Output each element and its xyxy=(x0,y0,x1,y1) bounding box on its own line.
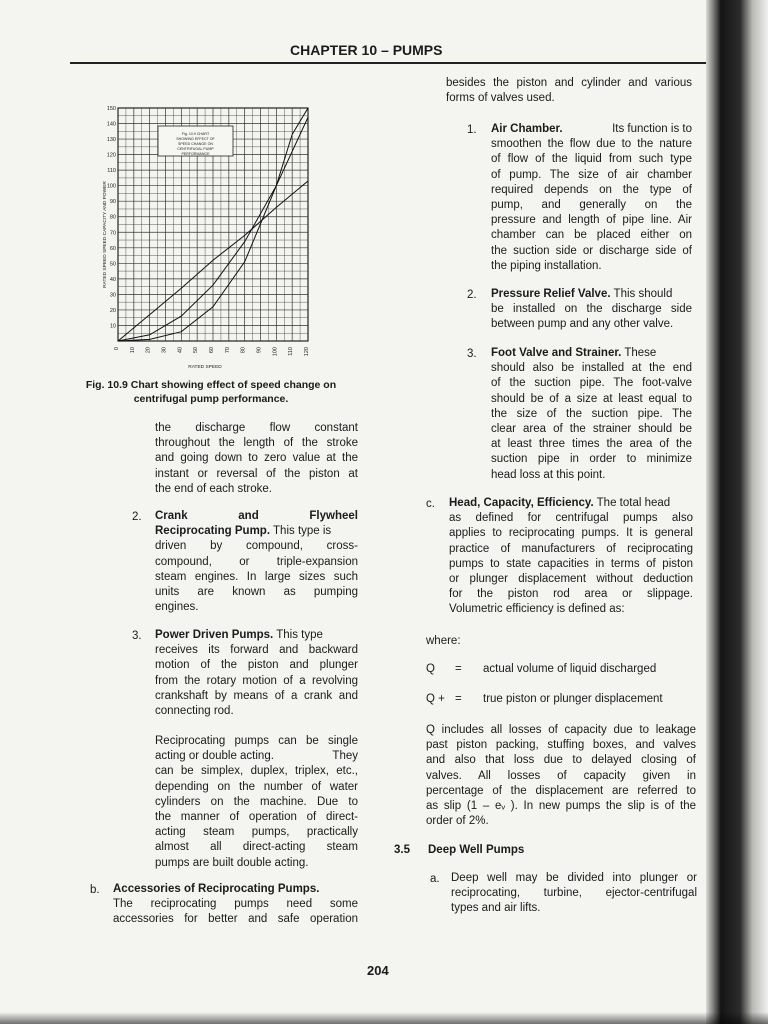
text-line: Deep well may be divided into plunger or xyxy=(451,872,697,884)
list-number: 1. xyxy=(467,124,477,136)
text-line: as defined for centrifugal pumps also xyxy=(449,512,693,525)
text-line: of pump. The size of air chamber xyxy=(491,168,692,181)
x-tick-label: 90 xyxy=(256,347,263,354)
list-item-crank-flywheel xyxy=(155,509,358,615)
speed-change-chart xyxy=(98,104,318,372)
text-line: the manner of operation of direct- xyxy=(155,811,358,824)
text-line: engines. xyxy=(155,601,199,614)
title-word: Flywheel xyxy=(309,510,358,522)
text-run: Its function is to xyxy=(612,123,692,135)
text-line: accessories for better and safe operation xyxy=(113,913,358,926)
text-line: compound, or triple-expansion xyxy=(155,555,358,568)
item-title: Reciprocating Pump. xyxy=(155,525,271,538)
item-title: Air Chamber. xyxy=(491,123,563,135)
y-tick-label: 130 xyxy=(106,137,116,144)
text-line: types and air lifts. xyxy=(451,902,541,915)
text-line: clear area of the strainer should be xyxy=(491,423,692,436)
text-line: the size of the suction pipe. The xyxy=(491,407,692,420)
text-run: The total head xyxy=(593,497,671,509)
list-item-foot-valve xyxy=(491,346,692,483)
text-line: depending on the number of water xyxy=(155,780,358,793)
text-line: or plunger displacement without deduction xyxy=(449,573,693,586)
page-number: 204 xyxy=(367,963,389,978)
y-tick-label: 110 xyxy=(107,168,116,175)
y-tick-label: 90 xyxy=(109,199,116,206)
header-rule xyxy=(70,62,706,64)
inset-title-line: SHOWING EFFECT OF xyxy=(176,137,215,141)
x-tick-label: 40 xyxy=(177,347,184,354)
figure-caption xyxy=(66,378,356,406)
text-line: crankshaft by means of a crank and xyxy=(155,689,358,702)
y-axis-label: RATED SPEED SPEED CAPACITY AND POWER xyxy=(103,181,108,288)
text-line: motion of the piston and plunger xyxy=(155,659,358,672)
text-run: They xyxy=(332,750,358,763)
text-line: should also be installed at the end xyxy=(491,362,692,375)
item-title-row xyxy=(155,509,358,524)
right-intro xyxy=(446,76,692,106)
y-tick-label: 20 xyxy=(109,307,116,314)
list-item-power-driven xyxy=(155,628,358,719)
list-number: 2. xyxy=(467,289,477,301)
y-tick-label: 100 xyxy=(106,183,116,190)
y-tick-label: 80 xyxy=(109,214,116,221)
y-tick-label: 60 xyxy=(109,245,116,252)
item-title: Foot Valve and Strainer. xyxy=(491,347,622,359)
text-line: should be of a size at least equal to xyxy=(491,392,692,405)
text-line: pumps are built double acting. xyxy=(155,856,309,869)
y-tick-label: 30 xyxy=(109,292,116,299)
text-line: throughout the length of the stroke xyxy=(155,437,358,450)
text-line: and also that loss due to delayed closing of xyxy=(426,754,696,767)
title-word: and xyxy=(238,510,259,522)
text-line: the piping installation. xyxy=(491,259,602,272)
text-line: Volumetric efficiency is defined as: xyxy=(449,603,625,616)
item-title: Accessories of Reciprocating Pumps. xyxy=(113,883,320,895)
item-title: Head, Capacity, Efficiency. xyxy=(449,497,594,509)
text-line xyxy=(491,122,692,137)
text-line: pump, and generally on the xyxy=(491,199,692,212)
text-line: units are known as pumping xyxy=(155,586,358,599)
text-line: required depends on the type of xyxy=(491,183,692,196)
y-tick-label: 140 xyxy=(106,121,116,128)
text-line xyxy=(155,628,358,643)
section-number: 3.5 xyxy=(394,844,410,856)
def-symbol: Q + xyxy=(426,693,445,705)
text-line: besides the piston and cylinder and various xyxy=(446,77,692,89)
x-tick-label: 30 xyxy=(161,347,168,354)
text-line: practice of manufacturers of reciprocating xyxy=(449,542,693,555)
inset-title-line: PERFORMANCE xyxy=(181,152,210,156)
text-line xyxy=(449,496,693,511)
text-line xyxy=(155,749,358,764)
def-equals: = xyxy=(455,693,462,705)
inset-title-line: CENTRIFUGAL PUMP xyxy=(177,147,214,151)
text-line xyxy=(491,346,692,361)
text-line: and going down to zero value at the xyxy=(155,452,358,465)
text-line: Q includes all losses of capacity due to leakage xyxy=(426,724,696,736)
text-run: This type xyxy=(273,629,323,641)
text-line: applies to reciprocating pumps. It is general xyxy=(449,527,693,540)
page-bottom-shadow xyxy=(0,1012,768,1024)
x-tick-label: 60 xyxy=(209,347,215,354)
text-line: receives its forward and backward xyxy=(155,644,358,657)
text-line: Reciprocating pumps can be single xyxy=(155,735,358,747)
text-line: smoothen the flow due to the nature xyxy=(491,138,692,151)
text-line: almost all direct-acting steam xyxy=(155,841,358,854)
y-tick-label: 120 xyxy=(106,152,116,159)
text-run: This type is xyxy=(270,525,332,538)
y-tick-label: 10 xyxy=(109,323,116,330)
text-line: valves. All losses of capacity given in xyxy=(426,769,696,782)
text-line: instant or reversal of the piston at xyxy=(155,467,358,480)
text-run: This should xyxy=(610,288,673,300)
text-line: the discharge flow constant xyxy=(155,422,358,434)
y-tick-label: 40 xyxy=(109,276,116,283)
text-line: at least three times the area of the xyxy=(491,438,692,451)
text-line: order of 2%. xyxy=(426,815,489,828)
left-paragraph-2 xyxy=(155,734,358,871)
list-item-relief-valve xyxy=(491,287,692,333)
text-line: forms of valves used. xyxy=(446,92,555,105)
title-word: Crank xyxy=(155,510,188,522)
text-line xyxy=(155,524,358,539)
text-line: for the piston rod area or slippage. xyxy=(449,588,693,601)
def-text: true piston or plunger displacement xyxy=(483,693,663,705)
text-line: past piston packing, stuffing boxes, and valves xyxy=(426,739,696,752)
item-title: Pressure Relief Valve. xyxy=(491,288,611,300)
x-axis-label: RATED SPEED xyxy=(188,365,222,370)
text-line: be installed on the discharge side xyxy=(491,303,692,316)
text-line: between pump and any other valve. xyxy=(491,318,674,331)
text-line: steam engines. In large sizes such xyxy=(155,570,358,583)
y-tick-label: 50 xyxy=(109,261,116,268)
text-line: The reciprocating pumps need some xyxy=(113,898,358,911)
text-line: suction pipe in order to minimize xyxy=(491,453,692,466)
text-run: acting or double acting. xyxy=(155,750,274,763)
text-line: as slip (1 – eᵥ ). In new pumps the slip is of the xyxy=(426,800,696,813)
def-equals: = xyxy=(455,663,462,675)
text-line: cylinders on the machine. Due to xyxy=(155,795,358,808)
def-text: actual volume of liquid discharged xyxy=(483,663,657,675)
text-line: head loss at this point. xyxy=(491,468,606,481)
section-title: Deep Well Pumps xyxy=(428,844,525,856)
x-tick-label: 70 xyxy=(224,347,231,354)
text-line: reciprocating, turbine, ejector-centrifugal xyxy=(451,887,697,900)
list-item-deep-well xyxy=(451,871,697,917)
x-tick-label: 100 xyxy=(272,347,279,357)
text-line: chamber can be placed either on xyxy=(491,229,692,242)
x-tick-label: 0 xyxy=(114,347,120,351)
text-line: connecting rod. xyxy=(155,705,234,718)
y-tick-label: 150 xyxy=(106,106,116,112)
caption-line-2: centrifugal pump performance. xyxy=(133,393,289,405)
where-label: where: xyxy=(426,635,461,647)
list-letter: a. xyxy=(430,873,440,885)
text-line: pressure and length of pipe line. Air xyxy=(491,214,692,227)
list-item-head-capacity xyxy=(449,496,693,618)
text-run: These xyxy=(621,347,657,359)
list-item-accessories xyxy=(113,882,358,928)
x-tick-label: 80 xyxy=(240,347,247,354)
inset-title-line: SPEED CHANGE ON xyxy=(178,142,213,146)
x-tick-label: 50 xyxy=(193,347,200,354)
text-line: pumps to state capacities in terms of piston xyxy=(449,557,693,570)
x-tick-label: 110 xyxy=(288,347,295,356)
def-symbol: Q xyxy=(426,663,435,675)
list-letter: b. xyxy=(90,884,100,896)
left-paragraph-1 xyxy=(155,421,358,497)
text-line: driven by compound, cross- xyxy=(155,540,358,553)
list-number: 2. xyxy=(132,511,142,523)
inset-title-line: Fig. 10.9 CHART xyxy=(181,132,210,136)
chapter-heading: CHAPTER 10 – PUMPS xyxy=(290,42,443,58)
caption-line-1: Fig. 10.9 Chart showing effect of speed change on xyxy=(85,379,337,391)
text-line: the suction side or discharge side of xyxy=(491,244,692,257)
text-line: acting steam pumps, practically xyxy=(155,826,358,839)
item-title: Power Driven Pumps. xyxy=(155,629,274,641)
text-line: can be simplex, duplex, triplex, etc., xyxy=(155,765,358,778)
list-number: 3. xyxy=(132,630,142,642)
list-letter: c. xyxy=(426,498,435,510)
x-tick-label: 20 xyxy=(145,347,152,354)
slip-paragraph xyxy=(426,723,696,829)
text-line xyxy=(491,287,692,302)
text-line: of flow of the liquid from such type xyxy=(491,153,692,166)
text-line: of the suction pipe. The foot-valve xyxy=(491,377,692,390)
list-number: 3. xyxy=(467,348,477,360)
text-line: the end of each stroke. xyxy=(155,482,272,495)
x-tick-label: 10 xyxy=(129,347,136,354)
x-tick-label: 120 xyxy=(304,347,310,357)
book-binding-shadow xyxy=(706,0,768,1024)
text-line: from the rotary motion of a revolving xyxy=(155,674,358,687)
y-tick-label: 70 xyxy=(109,230,116,237)
list-item-air-chamber xyxy=(491,122,692,274)
text-line: percentage of the displacement are referred to xyxy=(426,784,696,797)
